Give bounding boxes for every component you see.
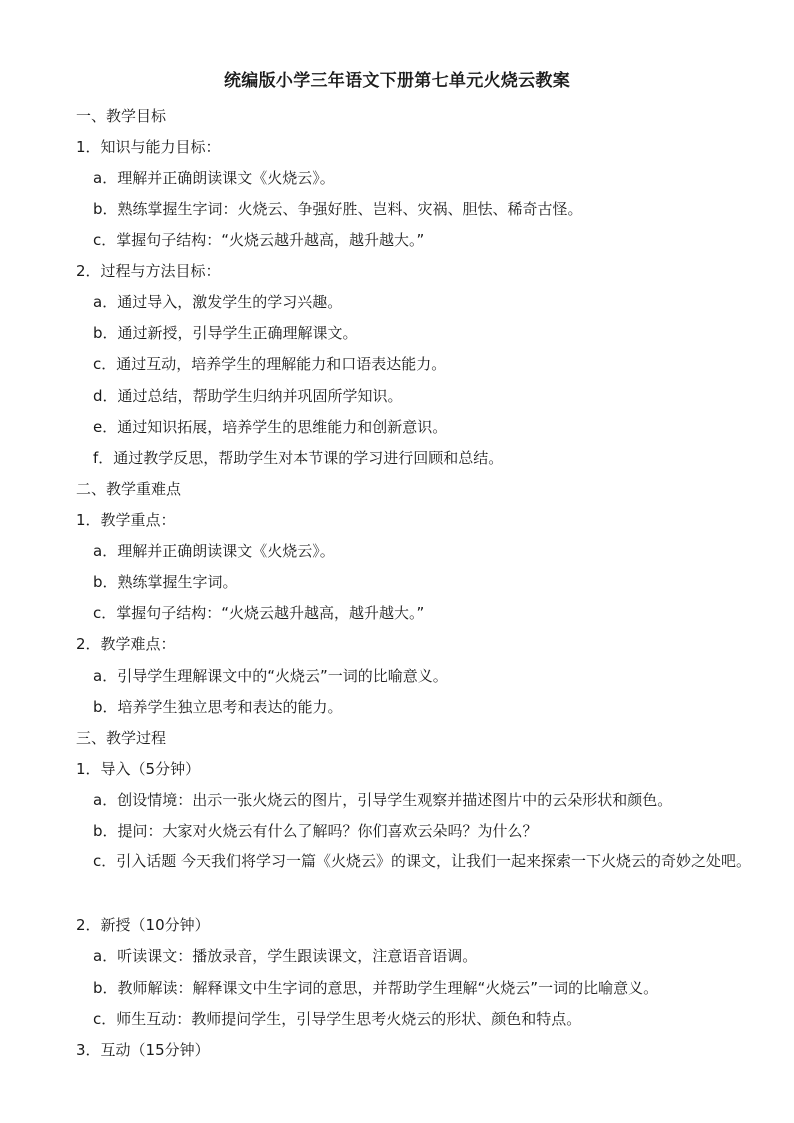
list-item: c．通过互动，培养学生的理解能力和口语表达能力。	[93, 355, 447, 373]
subheading-new-lesson: 2．新授（10分钟）	[76, 916, 210, 934]
list-item: a．创设情境：出示一张火烧云的图片，引导学生观察并描述图片中的云朵形状和颜色。	[93, 791, 673, 809]
list-item: a．引导学生理解课文中的“火烧云”一词的比喻意义。	[93, 667, 448, 685]
list-item: c．掌握句子结构：“火烧云越升越高，越升越大。”	[93, 231, 425, 249]
list-item: b．教师解读：解释课文中生字词的意思，并帮助学生理解“火烧云”一词的比喻意义。	[93, 979, 659, 997]
list-item: b．培养学生独立思考和表达的能力。	[93, 698, 343, 716]
subheading-knowledge-goals: 1．知识与能力目标：	[76, 138, 221, 156]
section-heading-key-points: 二、教学重难点	[76, 480, 182, 498]
list-item: b．熟练掌握生字词。	[93, 573, 238, 591]
list-item: c．师生互动：教师提问学生，引导学生思考火烧云的形状、颜色和特点。	[93, 1010, 582, 1028]
list-item-paragraph: c．引入话题 今天我们将学习一篇《火烧云》的课文，让我们一起来探索一下火烧云的奇妙之处吧。	[93, 852, 752, 870]
list-item: b．提问：大家对火烧云有什么了解吗？你们喜欢云朵吗？为什么？	[93, 822, 538, 840]
subheading-interaction: 3．互动（15分钟）	[76, 1041, 210, 1059]
subheading-key-focus: 1．教学重点：	[76, 511, 176, 529]
document-title: 统编版小学三年语文下册第七单元火烧云教案	[224, 71, 570, 91]
list-item: a．通过导入，激发学生的学习兴趣。	[93, 293, 343, 311]
subheading-process-goals: 2．过程与方法目标：	[76, 262, 221, 280]
subheading-intro: 1．导入（5分钟）	[76, 760, 201, 778]
list-item: b．熟练掌握生字词：火烧云、争强好胜、岂料、灾祸、胆怯、稀奇古怪。	[93, 200, 583, 218]
list-item: f．通过教学反思，帮助学生对本节课的学习进行回顾和总结。	[93, 449, 504, 467]
section-heading-objectives: 一、教学目标	[76, 107, 167, 125]
list-item: d．通过总结，帮助学生归纳并巩固所学知识。	[93, 387, 403, 405]
list-item: a．理解并正确朗读课文《火烧云》。	[93, 169, 335, 187]
list-item: b．通过新授，引导学生正确理解课文。	[93, 324, 358, 342]
section-heading-process: 三、教学过程	[76, 729, 167, 747]
list-item: a．听读课文：播放录音，学生跟读课文，注意语音语调。	[93, 947, 478, 965]
list-item: a．理解并正确朗读课文《火烧云》。	[93, 542, 335, 560]
subheading-difficulties: 2．教学难点：	[76, 635, 176, 653]
list-item: c．掌握句子结构：“火烧云越升越高，越升越大。”	[93, 604, 425, 622]
list-item: e．通过知识拓展，培养学生的思维能力和创新意识。	[93, 418, 448, 436]
